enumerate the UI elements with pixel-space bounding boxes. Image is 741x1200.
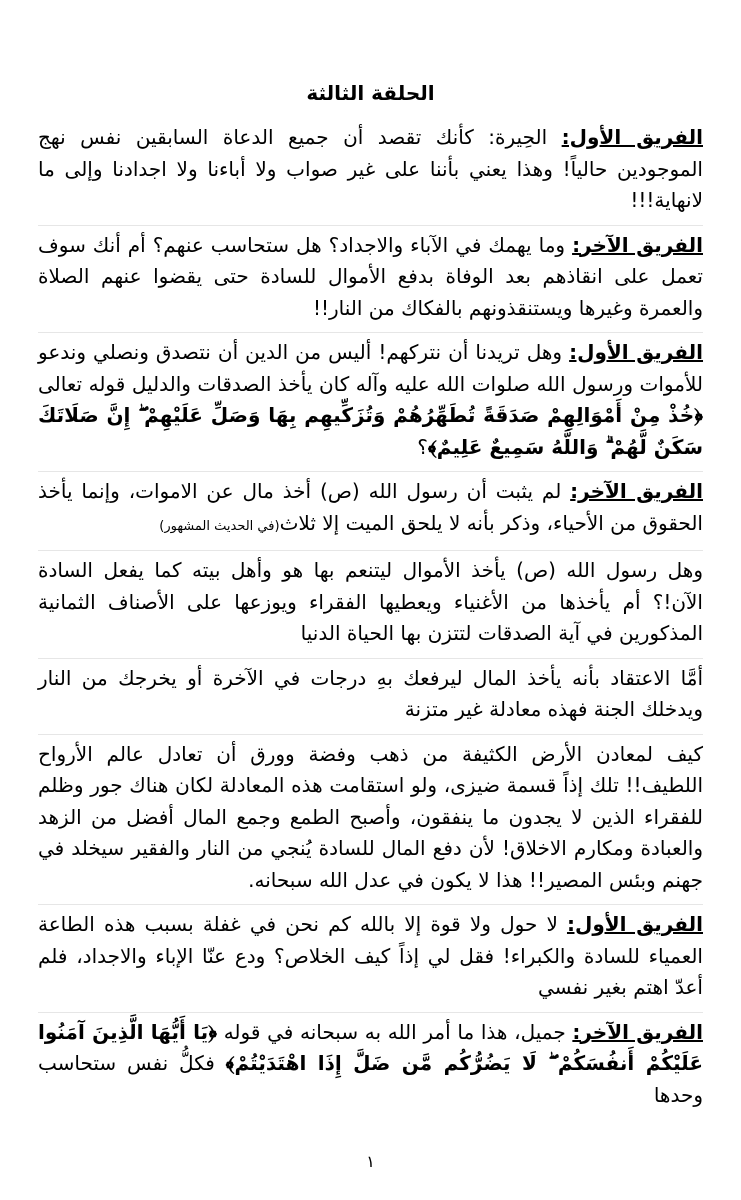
paragraph-text: أمَّا الاعتقاد بأنه يأخذ المال ليرفعك بهِ درجات في الآخرة أو يخرجك من النار ويدخلك الجنة فهذه معادلة غير متزنة xyxy=(38,665,703,721)
paragraph-4 xyxy=(38,472,703,551)
paragraph-2 xyxy=(38,226,703,334)
hadith-note: (في الحديث المشهور) xyxy=(159,518,280,534)
paragraph-text: لم يثبت أن رسول الله (ص) أخذ مال عن الاموات، وإنما يأخذ الحقوق من الأحياء، وذكر بأنه لا يلحق الميت إلا ثلاث xyxy=(38,479,703,535)
paragraph-text: وما يهمك في الآباء والاجداد؟ هل ستحاسب عنهم؟ أم أنك سوف تعمل على انقاذهم بعد الوفاة بدفع الأموال للسادة حتى يقضوا عنهم الصلاة والعمرة وغيرها ويستنقذونهم بالفكاك من النار!! xyxy=(38,232,703,320)
paragraph-1 xyxy=(38,118,703,226)
speaker-label: الفريق الأول: xyxy=(561,125,703,149)
speaker-label: الفريق الآخر: xyxy=(572,232,703,257)
paragraph-5 xyxy=(38,551,703,659)
paragraph-8 xyxy=(38,905,703,1013)
document-page xyxy=(38,78,703,1119)
paragraph-text: وهل رسول الله (ص) يأخذ الأموال ليتنعم بها هو وأهل بيته كما يفعل السادة الآن!؟ أم يأخذها من الأغنياء ويعطيها الفقراء ويوزعها على الأصناف الثمانية المذكورين في آية الصدقات لتتزن بها الحياة الدنيا xyxy=(38,558,703,645)
paragraph-tail: ؟ xyxy=(417,434,428,459)
paragraph-text: كيف لمعادن الأرض الكثيفة من ذهب وفضة وورق أن تعادل عالم الأرواح اللطيف!! تلك إذاً قسمة ضيزى، ولو استقامت هذه المعادلة لكان هناك جور وظلم للفقراء الذين لا يجدون ما ينفقون، وأصبح الطمع وجمع المال أفضل من الزهد والعبادة ومكارم الاخلاق! لأن دفع المال للسادة يُنجي من النار والفقير سيخلد في جهنم وبئس المصير!! هذا لا يكون في عدل الله سبحانه. xyxy=(38,741,703,892)
paragraph-7 xyxy=(38,735,703,906)
paragraph-tail: فكلُّ نفس ستحاسب وحدها xyxy=(38,1051,703,1107)
speaker-label: الفريق الأول: xyxy=(569,340,704,364)
paragraph-text: جميل، هذا ما أمر الله به سبحانه في قوله xyxy=(217,1019,573,1044)
page-number: ١ xyxy=(366,1152,375,1171)
quran-verse: ﴿يَا أَيُّهَا الَّذِينَ آمَنُوا عَلَيْكُمْ أَنفُسَكُمْ ۖ لَا يَضُرُّكُم مَّن ضَلَّ إِذَا اهْتَدَيْتُمْ﴾ xyxy=(38,1019,703,1075)
quran-verse: ﴿خُذْ مِنْ أَمْوَالِهِمْ صَدَقَةً تُطَهِّرُهُمْ وَتُزَكِّيهِم بِهَا وَصَلِّ عَلَيْهِمْ ۖ إِنَّ صَلَاتَكَ سَكَنٌ لَّهُمْ ۗ وَاللَّهُ سَمِيعٌ عَلِيمٌ﴾ xyxy=(38,403,703,459)
paragraph-3 xyxy=(38,333,703,472)
paragraph-6 xyxy=(38,659,703,735)
speaker-label: الفريق الآخر: xyxy=(570,479,703,503)
paragraph-text: وهل تريدنا أن نتركهم! أليس من الدين أن نتصدق ونصلي وندعو للأموات ورسول الله صلوات الله عليه وآله كان يأخذ الصدقات والدليل قوله تعالى xyxy=(38,340,703,396)
speaker-label: الفريق الأول: xyxy=(566,912,703,936)
paragraph-text: الحِيرة: كأنك تقصد أن جميع الدعاة السابقين نفس نهج الموجودين حالياً! وهذا يعني بأننا على غير صواب ولا أباءنا ولا اجدادنا وإلى ما لانهاية!!! xyxy=(38,125,703,212)
speaker-label: الفريق الآخر: xyxy=(572,1019,703,1044)
paragraph-text: لا حول ولا قوة إلا بالله كم نحن في غفلة بسبب هذه الطاعة العمياء للسادة والكبراء! فقل لي إذاً كيف الخلاص؟ ودع عنّا الإباء والاجداد، فلم أعدّ اهتم بغير نفسي xyxy=(38,912,703,999)
paragraph-9 xyxy=(38,1013,703,1120)
page-title: الحلقة الثالثة xyxy=(306,81,435,105)
